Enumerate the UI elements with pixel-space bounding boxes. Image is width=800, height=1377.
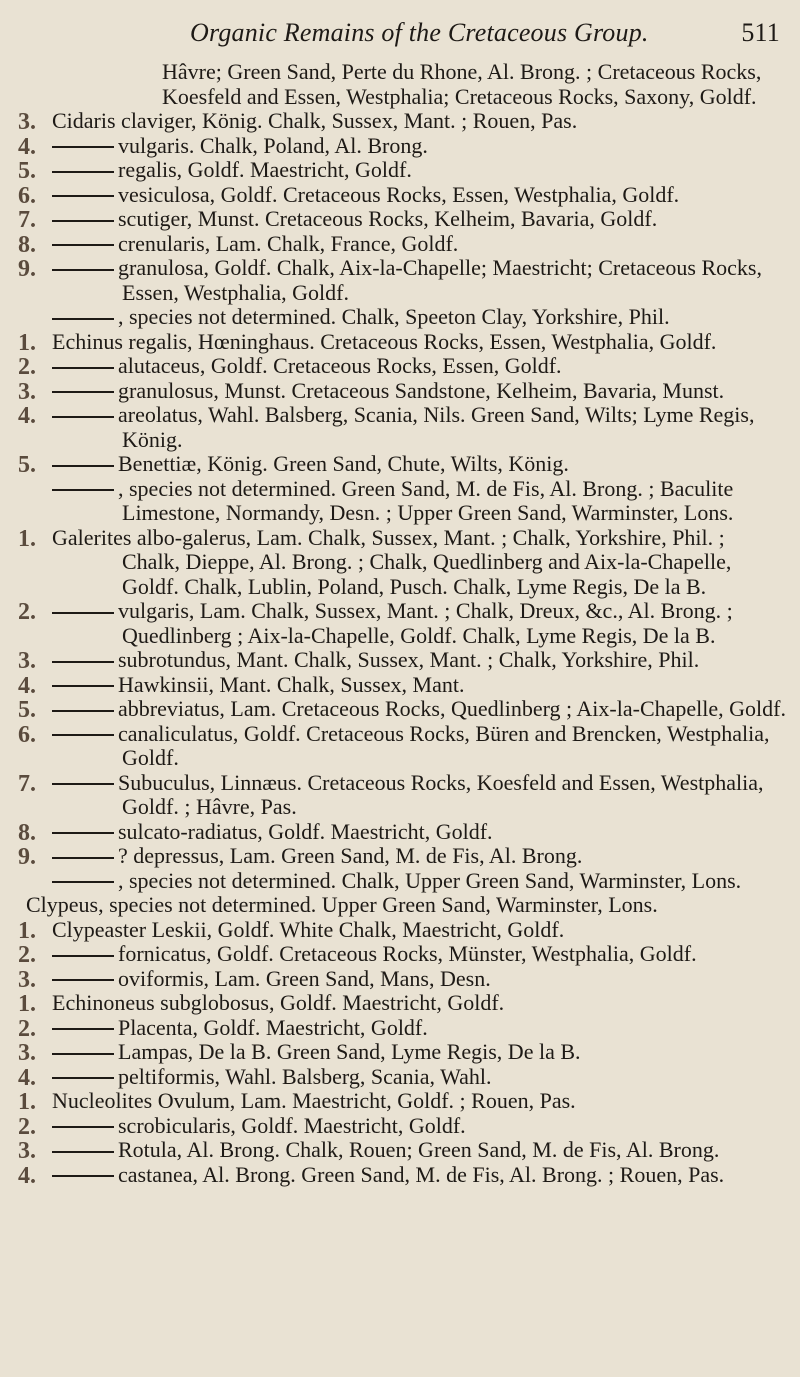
list-item: 3. oviformis, Lam. Green Sand, Mans, Desn. [18,965,491,993]
list-item: 2. alutaceus, Goldf. Cretaceous Rocks, Essen, Goldf. [18,353,562,380]
list-item: 9. ? depressus, Lam. Green Sand, M. de Fis, Al. Brong. [18,843,583,870]
running-header [190,18,780,48]
ditto-dash [52,269,114,271]
list-item: 3. Lampas, De la B. Green Sand, Lyme Regis, De la B. [18,1039,581,1066]
ditto-dash [52,489,114,491]
list-item: 1. Galerites albo-galerus, Lam. Chalk, Sussex, Mant. ; Chalk, Yorkshire, Phil. ; Chalk, Dieppe, Al. Brong. ; Chalk, Quedlinberg and Aix-la-Chapelle, Goldf. Chalk, Lublin, Poland, Pusch. Chalk, Lyme Regis, De la B. [18,524,732,599]
list-item: , species not determined. Green Sand, M. de Fis, Al. Brong. ; Baculite Limestone, Normandy, Desn. ; Upper Green Sand, Warminster, Lons. [18,477,788,526]
ditto-dash [52,685,114,687]
ditto-dash [52,734,114,736]
ditto-dash [52,955,114,957]
list-item: 2. Placenta, Goldf. Maestricht, Goldf. [18,1014,428,1042]
species-list [18,60,788,1187]
ditto-dash [52,1028,114,1030]
ditto-dash [52,220,114,222]
list-item: 5. Benettiæ, König. Green Sand, Chute, Wilts, König. [18,451,569,478]
ditto-dash [52,1126,114,1128]
list-item: 5. abbreviatus, Lam. Cretaceous Rocks, Quedlinberg ; Aix-la-Chapelle, Goldf. [18,696,786,723]
list-item: , species not determined. Chalk, Speeton Clay, Yorkshire, Phil. [18,305,788,330]
ditto-dash [52,391,114,393]
list-item: 6. canaliculatus, Goldf. Cretaceous Rocks, Büren and Brencken, Westphalia, Goldf. [18,720,770,770]
page-number: 511 [741,18,780,47]
ditto-dash [52,612,114,614]
list-item: 6. vesiculosa, Goldf. Cretaceous Rocks, Essen, Westphalia, Goldf. [18,181,680,209]
list-item: 5. regalis, Goldf. Maestricht, Goldf. [18,157,412,184]
ditto-dash [52,244,114,246]
list-item: 3. Rotula, Al. Brong. Chalk, Rouen; Green Sand, M. de Fis, Al. Brong. [18,1137,720,1164]
list-item: 8. sulcato-radiatus, Goldf. Maestricht, Goldf. [18,818,493,846]
ditto-dash [52,318,114,320]
list-item: 7. scutiger, Munst. Cretaceous Rocks, Kelheim, Bavaria, Goldf. [18,206,658,233]
list-item: 4. castanea, Al. Brong. Green Sand, M. de Fis, Al. Brong. ; Rouen, Pas. [18,1161,725,1189]
list-item: Hâvre; Green Sand, Perte du Rhone, Al. Brong. ; Cretaceous Rocks, Koesfeld and Essen, Westphalia; Cretaceous Rocks, Saxony, Goldf. [162,59,762,109]
list-item: 3. granulosus, Munst. Cretaceous Sandstone, Kelheim, Bavaria, Munst. [18,377,725,405]
ditto-dash [52,783,114,785]
list-item: 2. vulgaris, Lam. Chalk, Sussex, Mant. ; Chalk, Dreux, &c., Al. Brong. ; Quedlinberg ; Aix-la-Chapelle, Goldf. Chalk, Lyme Regis, De la B. [18,598,733,648]
list-item: 4. peltiformis, Wahl. Balsberg, Scania, Wahl. [18,1063,492,1091]
ditto-dash [52,1175,114,1177]
ditto-dash [52,171,114,173]
list-item: 4. Hawkinsii, Mant. Chalk, Sussex, Mant. [18,671,465,699]
list-item: 1. Clypeaster Leskii, Goldf. White Chalk, Maestricht, Goldf. [18,916,565,944]
header-title: Organic Remains of the Cretaceous Group. [190,18,649,47]
list-item: Clypeus, species not determined. Upper Green Sand, Warminster, Lons. [26,892,658,917]
ditto-dash [52,367,114,369]
ditto-dash [52,195,114,197]
list-item: 8. crenularis, Lam. Chalk, France, Goldf. [18,230,459,258]
list-item: , species not determined. Chalk, Upper Green Sand, Warminster, Lons. [18,869,788,894]
list-item: 3. subrotundus, Mant. Chalk, Sussex, Mant. ; Chalk, Yorkshire, Phil. [18,647,700,674]
list-item: 3. Cidaris claviger, König. Chalk, Sussex, Mant. ; Rouen, Pas. [18,108,578,135]
list-item: 1. Echinus regalis, Hœninghaus. Cretaceous Rocks, Essen, Westphalia, Goldf. [18,328,717,356]
list-item: 1. Echinoneus subglobosus, Goldf. Maestricht, Goldf. [18,990,505,1017]
ditto-dash [52,1151,114,1153]
list-item: 7. Subuculus, Linnæus. Cretaceous Rocks, Koesfeld and Essen, Westphalia, Goldf. ; Hâvre, Pas. [18,769,764,819]
list-item: 2. scrobicularis, Goldf. Maestricht, Goldf. [18,1112,466,1140]
ditto-dash [52,881,114,883]
ditto-dash [52,832,114,834]
ditto-dash [52,979,114,981]
list-item: 4. vulgaris. Chalk, Poland, Al. Brong. [18,132,428,160]
ditto-dash [52,1053,114,1055]
list-item: 9. granulosa, Goldf. Chalk, Aix-la-Chapelle; Maestricht; Cretaceous Rocks, Essen, Westphalia, Goldf. [18,255,762,305]
ditto-dash [52,465,114,467]
ditto-dash [52,416,114,418]
ditto-dash [52,710,114,712]
list-item: 1. Nucleolites Ovulum, Lam. Maestricht, Goldf. ; Rouen, Pas. [18,1088,576,1115]
ditto-dash [52,146,114,148]
ditto-dash [52,1077,114,1079]
list-item: 2. fornicatus, Goldf. Cretaceous Rocks, Münster, Westphalia, Goldf. [18,941,697,968]
ditto-dash [52,661,114,663]
list-item: 4. areolatus, Wahl. Balsberg, Scania, Nils. Green Sand, Wilts; Lyme Regis, König. [18,402,755,452]
ditto-dash [52,857,114,859]
